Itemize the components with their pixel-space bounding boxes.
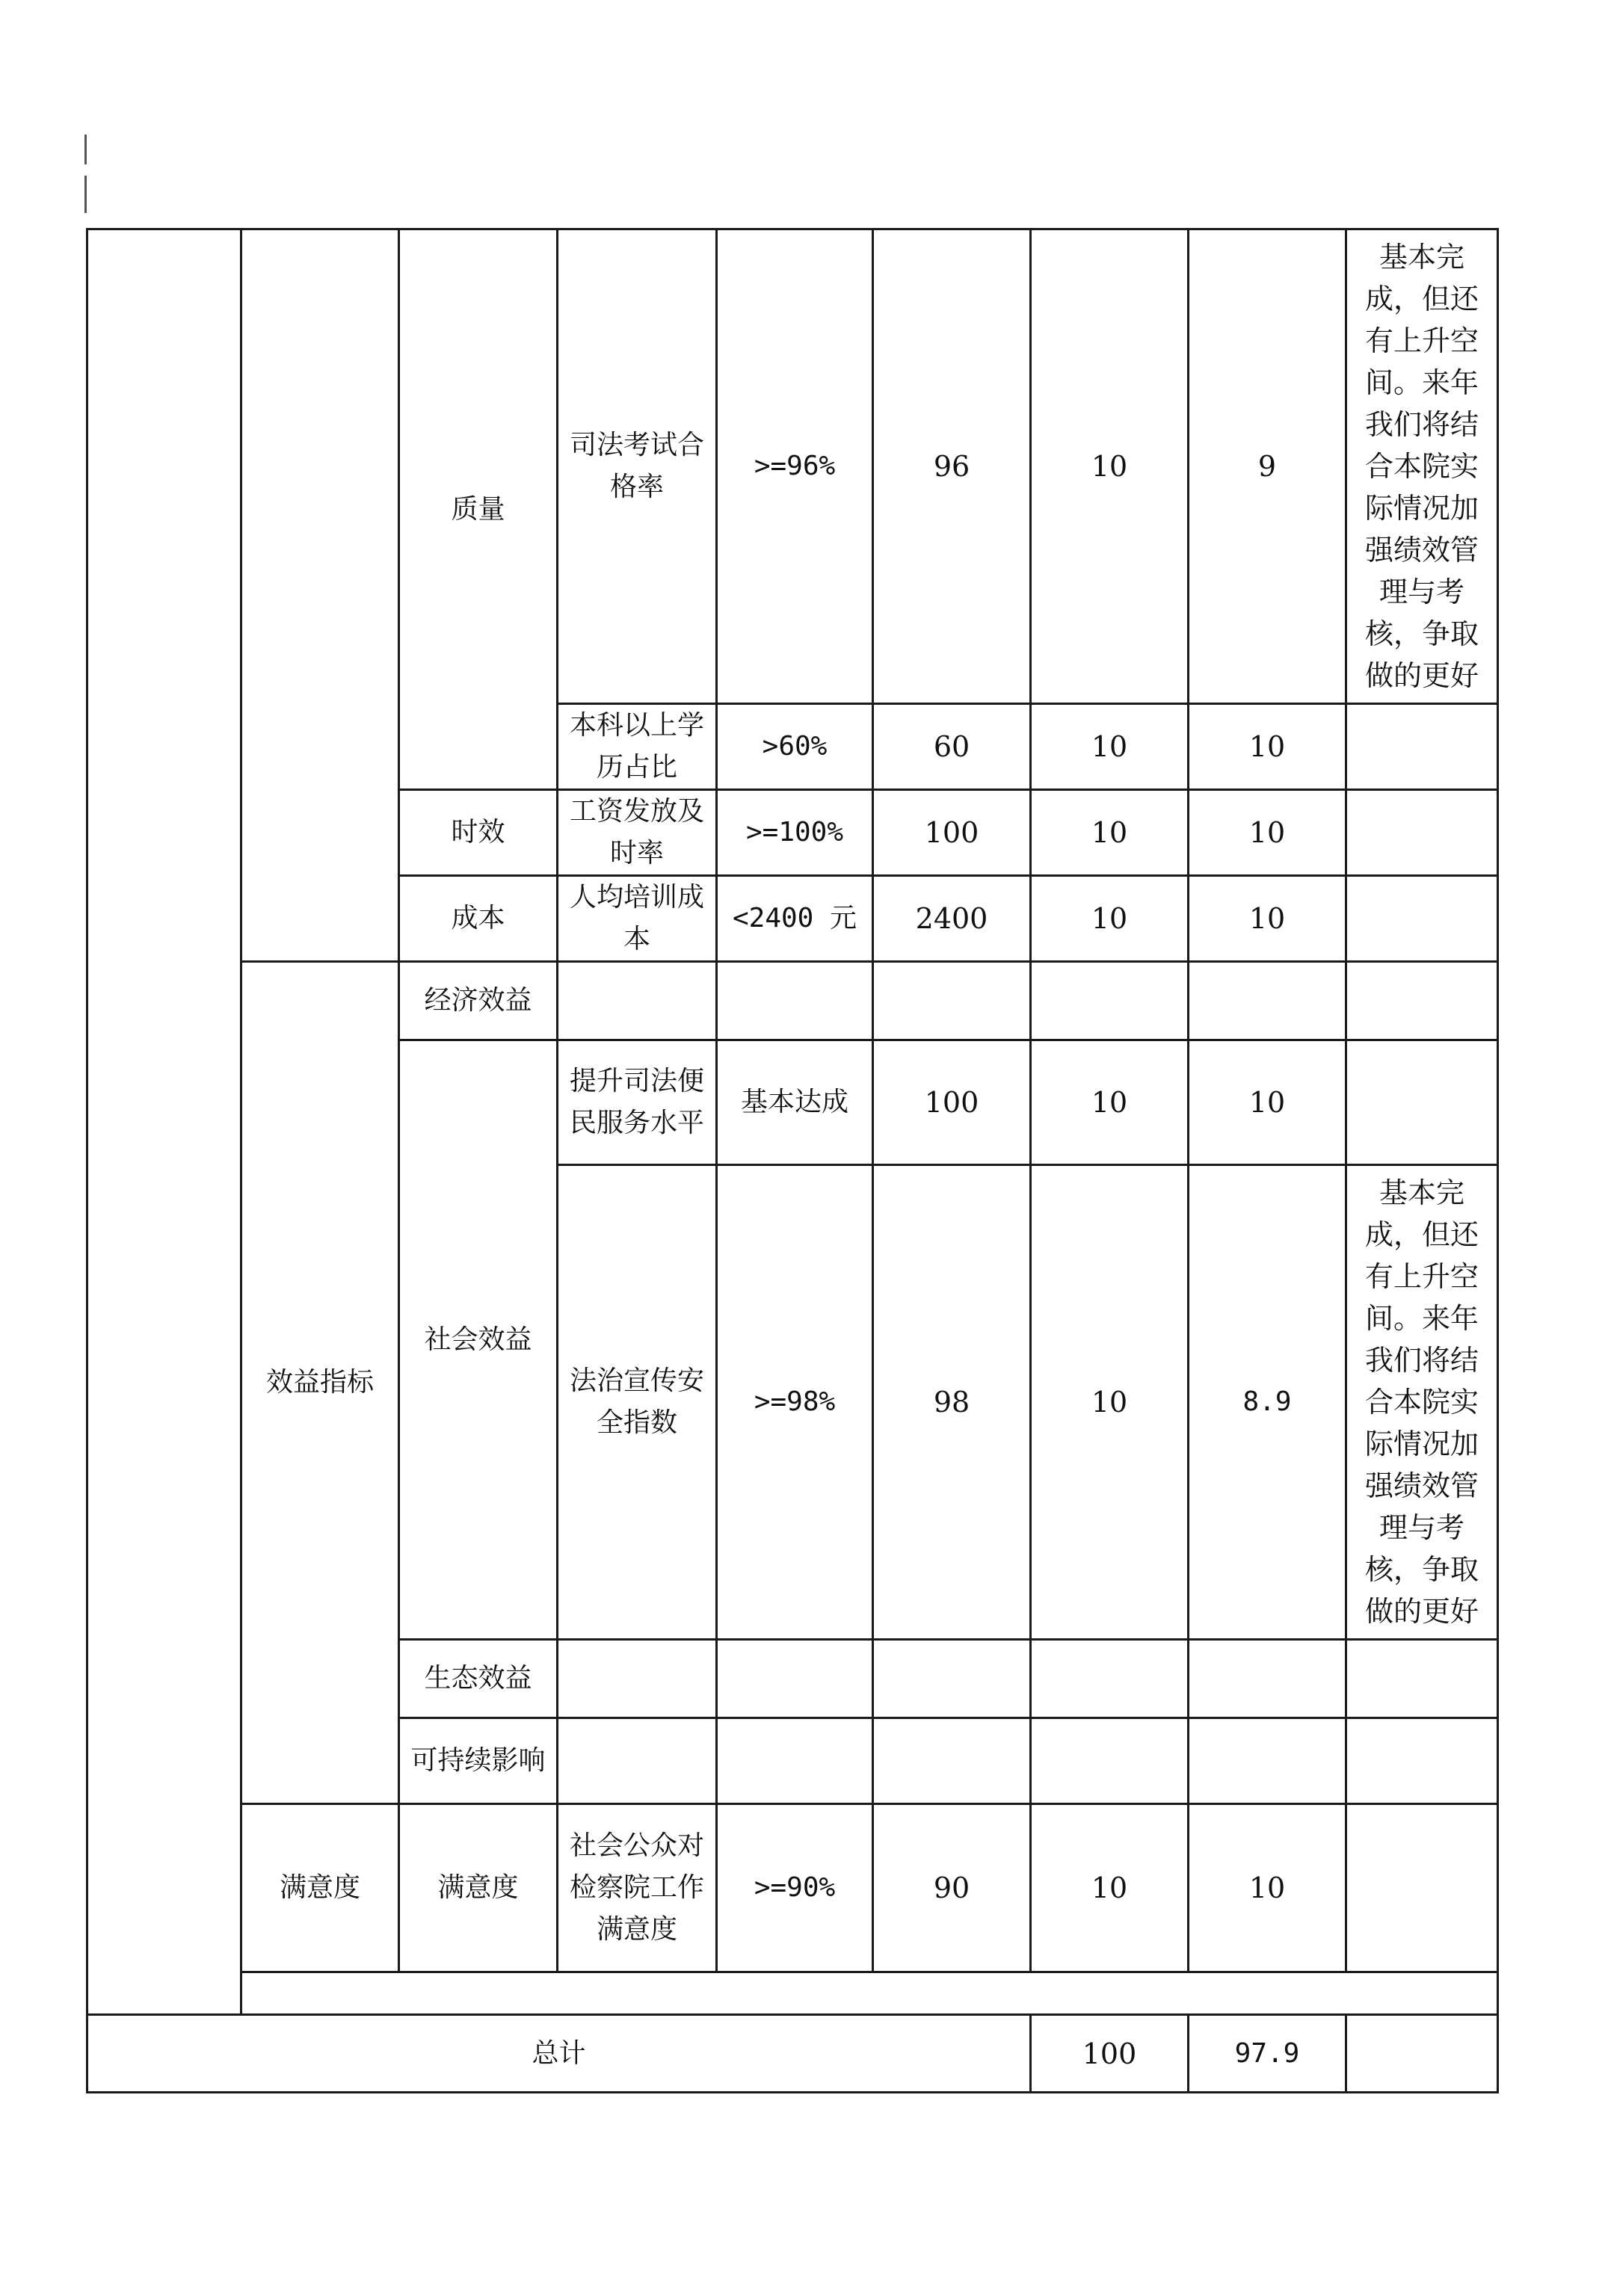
actual-cell (873, 1718, 1031, 1804)
level2-cell: 生态效益 (399, 1640, 558, 1718)
target-cell: >60% (717, 704, 873, 790)
total-score-cell: 97.9 (1189, 2015, 1346, 2093)
total-weight-cell: 100 (1031, 2015, 1189, 2093)
score-cell: 10 (1189, 1804, 1346, 1972)
remark-cell (1346, 2015, 1498, 2093)
indicator-cell: 法治宣传安全指数 (558, 1165, 717, 1640)
level1-blank-cell (87, 229, 241, 2015)
target-cell: >=100% (717, 790, 873, 876)
table-row (87, 1804, 1498, 1972)
target-cell (717, 1640, 873, 1718)
remark-cell (1346, 704, 1498, 790)
target-cell: >=90% (717, 1804, 873, 1972)
blank-spacer-cell (241, 1972, 1498, 2015)
remark-cell (1346, 962, 1498, 1040)
level2-cell: 社会效益 (399, 1040, 558, 1640)
total-label-cell: 总计 (87, 2015, 1031, 2093)
indicator-cell: 司法考试合格率 (558, 229, 717, 704)
remark-cell (1346, 1718, 1498, 1804)
level2-cell: 时效 (399, 790, 558, 876)
weight-cell: 10 (1031, 1804, 1189, 1972)
scan-margin-mark (84, 135, 87, 164)
target-cell (717, 1718, 873, 1804)
score-cell (1189, 1640, 1346, 1718)
indicator-cell: 提升司法便民服务水平 (558, 1040, 717, 1165)
indicator-cell: 人均培训成本 (558, 876, 717, 962)
remark-cell: 基本完成，但还有上升空间。来年我们将结合本院实际情况加强绩效管理与考核，争取做的更好 (1346, 1165, 1498, 1640)
weight-cell: 10 (1031, 1165, 1189, 1640)
target-cell: >=98% (717, 1165, 873, 1640)
table-row (87, 2015, 1498, 2093)
score-cell: 10 (1189, 704, 1346, 790)
level2-cell: 成本 (399, 876, 558, 962)
indicator-cell (558, 1640, 717, 1718)
table-row (87, 962, 1498, 1040)
actual-cell: 100 (873, 790, 1031, 876)
score-cell: 9 (1189, 229, 1346, 704)
weight-cell: 10 (1031, 704, 1189, 790)
score-cell: 10 (1189, 876, 1346, 962)
actual-cell: 100 (873, 1040, 1031, 1165)
remark-cell (1346, 790, 1498, 876)
indicator-cell: 社会公众对检察院工作满意度 (558, 1804, 717, 1972)
weight-cell: 10 (1031, 1040, 1189, 1165)
table-row (87, 229, 1498, 704)
target-cell: <2400 元 (717, 876, 873, 962)
target-cell: 基本达成 (717, 1040, 873, 1165)
actual-cell: 98 (873, 1165, 1031, 1640)
weight-cell: 10 (1031, 790, 1189, 876)
remark-cell (1346, 1804, 1498, 1972)
weight-cell (1031, 1640, 1189, 1718)
remark-cell (1346, 1640, 1498, 1718)
level1-cell: 效益指标 (241, 962, 399, 1804)
score-cell: 10 (1189, 790, 1346, 876)
performance-table (86, 228, 1499, 2093)
weight-cell (1031, 1718, 1189, 1804)
level1-cell: 满意度 (241, 1804, 399, 1972)
remark-cell: 基本完成，但还有上升空间。来年我们将结合本院实际情况加强绩效管理与考核，争取做的更好 (1346, 229, 1498, 704)
target-cell: >=96% (717, 229, 873, 704)
actual-cell: 90 (873, 1804, 1031, 1972)
table-row (87, 1972, 1498, 2015)
level2-cell: 满意度 (399, 1804, 558, 1972)
actual-cell (873, 962, 1031, 1040)
actual-cell: 60 (873, 704, 1031, 790)
weight-cell: 10 (1031, 229, 1189, 704)
actual-cell: 2400 (873, 876, 1031, 962)
indicator-cell (558, 962, 717, 1040)
level2-cell: 可持续影响 (399, 1718, 558, 1804)
level1-output-cell (241, 229, 399, 962)
weight-cell (1031, 962, 1189, 1040)
actual-cell (873, 1640, 1031, 1718)
actual-cell: 96 (873, 229, 1031, 704)
level2-cell: 质量 (399, 229, 558, 790)
indicator-cell: 工资发放及时率 (558, 790, 717, 876)
score-cell: 10 (1189, 1040, 1346, 1165)
weight-cell: 10 (1031, 876, 1189, 962)
remark-cell (1346, 876, 1498, 962)
indicator-cell: 本科以上学历占比 (558, 704, 717, 790)
target-cell (717, 962, 873, 1040)
score-cell: 8.9 (1189, 1165, 1346, 1640)
scan-margin-mark (84, 176, 87, 213)
score-cell (1189, 962, 1346, 1040)
score-cell (1189, 1718, 1346, 1804)
indicator-cell (558, 1718, 717, 1804)
remark-cell (1346, 1040, 1498, 1165)
level2-cell: 经济效益 (399, 962, 558, 1040)
